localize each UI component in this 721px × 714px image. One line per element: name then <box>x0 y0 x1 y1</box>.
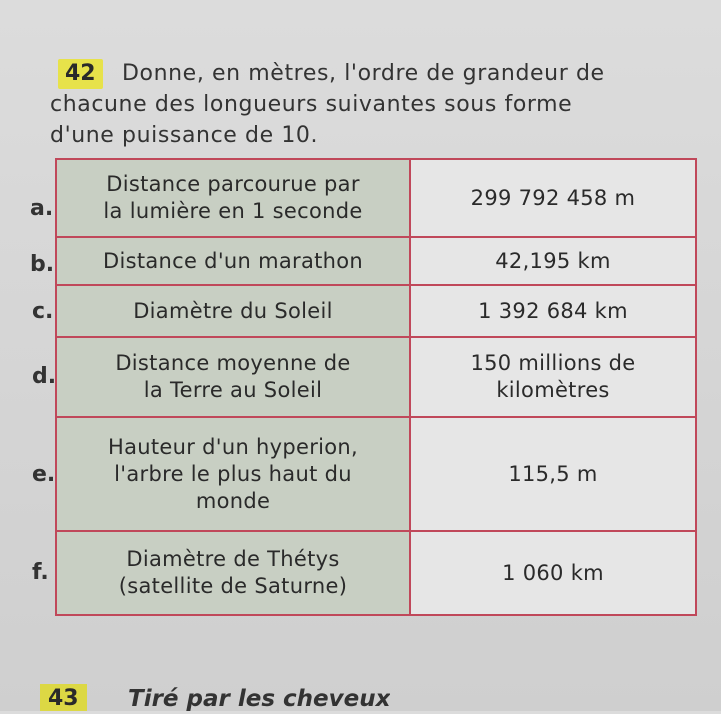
lengths-table <box>55 158 697 616</box>
row-description: Distance d'un marathon <box>56 237 410 285</box>
row-value: 299 792 458 m <box>410 159 696 237</box>
table-row <box>56 159 696 237</box>
exercise-instructions <box>50 58 685 151</box>
table-row <box>56 337 696 417</box>
table-row <box>56 285 696 337</box>
row-letter-e: e. <box>32 462 56 487</box>
row-letter-a: a. <box>30 196 54 221</box>
next-exercise-number-badge: 43 <box>40 684 87 711</box>
row-description: Diamètre de Thétys (satellite de Saturne) <box>56 531 410 615</box>
table-row <box>56 417 696 531</box>
row-letter-f: f. <box>32 560 49 585</box>
row-value: 1 060 km <box>410 531 696 615</box>
row-description: Distance parcourue par la lumière en 1 seconde <box>56 159 410 237</box>
row-description: Diamètre du Soleil <box>56 285 410 337</box>
row-description: Distance moyenne de la Terre au Soleil <box>56 337 410 417</box>
next-exercise-title: Tiré par les cheveux <box>128 686 391 711</box>
row-value: 42,195 km <box>410 237 696 285</box>
instruction-line-3: d'une puissance de 10. <box>50 123 319 148</box>
table-row <box>56 531 696 615</box>
instruction-line-1: Donne, en mètres, l'ordre de grandeur de <box>122 61 605 86</box>
row-value: 1 392 684 km <box>410 285 696 337</box>
row-letter-d: d. <box>32 364 57 389</box>
row-letter-c: c. <box>32 299 54 324</box>
exercise-number-badge: 42 <box>58 59 103 89</box>
table-row <box>56 237 696 285</box>
row-letter-b: b. <box>30 252 55 277</box>
row-value: 115,5 m <box>410 417 696 531</box>
row-value: 150 millions de kilomètres <box>410 337 696 417</box>
instruction-line-2: chacune des longueurs suivantes sous forme <box>50 92 573 117</box>
row-description: Hauteur d'un hyperion, l'arbre le plus haut du monde <box>56 417 410 531</box>
